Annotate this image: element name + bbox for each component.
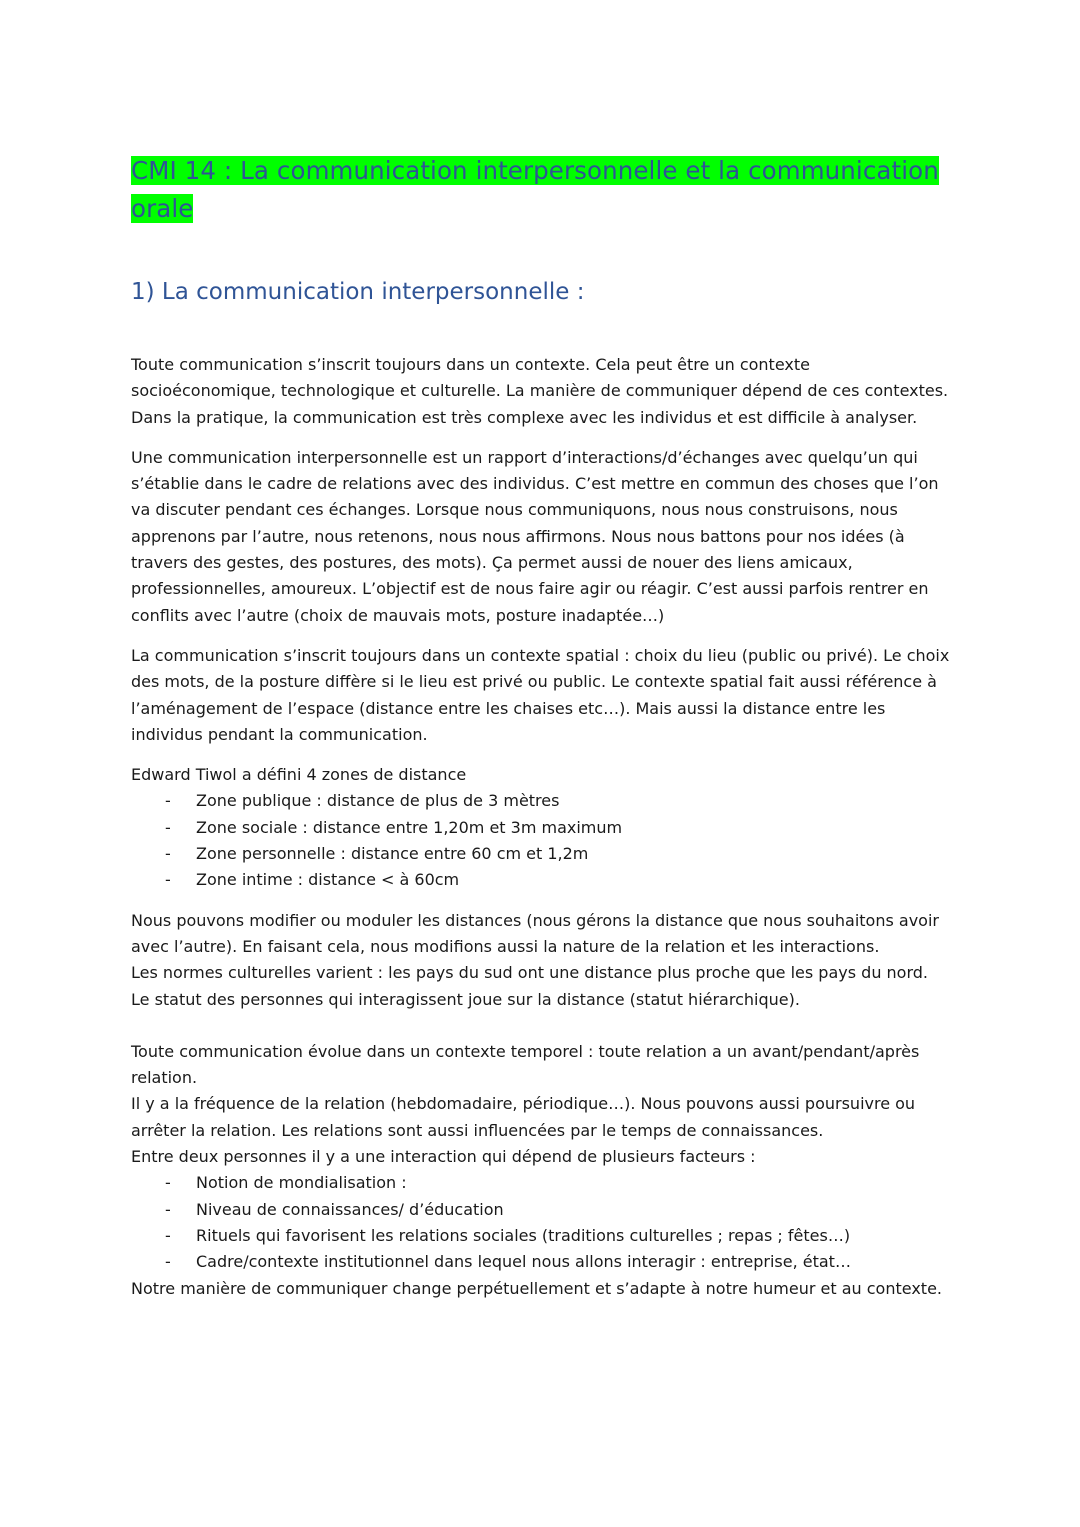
- distance-line: Les normes culturelles varient : les pays du sud ont une distance plus proche que les pays du nord.: [131, 963, 929, 983]
- bullet-dash: -: [165, 870, 171, 890]
- list-item: - Zone sociale : distance entre 1,20m et 3m maximum: [131, 815, 951, 841]
- bullet-dash: -: [165, 1199, 171, 1219]
- list-item: - Niveau de connaissances/ d’éducation: [131, 1197, 951, 1223]
- paragraph-definition: Une communication interpersonnelle est un rapport d’interactions/d’échanges avec quelqu’un qui s’établie dans le cadre de relations avec des individus. C’est mettre en commun des choses que l’on va discuter pendant ces échanges. Lorsque nous communiquons, nous nous construisons, nous apprenons par l’autre, nous retenons, nous nous affirmons. Nous nous battons pour nos idées (à travers des gestes, des postures, des mots). Ça permet aussi de nouer des liens amicaux, professionnelles, amoureux. L’objectif est de nous faire agir ou réagir. C’est aussi parfois rentrer en conflits avec l’autre (choix de mauvais mots, posture inadaptée…): [131, 447, 939, 625]
- document-page: [131, 152, 951, 1302]
- bullet-dash: -: [165, 791, 171, 811]
- title-highlight: CMI 14 : La communication interpersonnelle et la communication orale: [131, 156, 939, 223]
- paragraph-zones-intro: Edward Tiwol a défini 4 zones de distance: [131, 765, 467, 785]
- temporal-line: Entre deux personnes il y a une interaction qui dépend de plusieurs facteurs :: [131, 1147, 756, 1167]
- factors-list: [131, 1170, 951, 1275]
- list-item: - Zone publique : distance de plus de 3 mètres: [131, 788, 951, 814]
- document-title: [131, 152, 951, 228]
- bullet-dash: -: [165, 844, 171, 864]
- paragraph-temporal: [131, 1039, 951, 1170]
- distance-line: Nous pouvons modifier ou moduler les distances (nous gérons la distance que nous souhaitons avoir avec l’autre). En faisant cela, nous modifions aussi la nature de la relation et les interactions.: [131, 910, 939, 956]
- paragraph-spatial: La communication s’inscrit toujours dans un contexte spatial : choix du lieu (public ou privé). Le choix des mots, de la posture diffère si le lieu est privé ou public. Le contexte spatial fait aussi référence à l’aménagement de l’espace (distance entre les chaises etc…). Mais aussi la distance entre les individus pendant la communication.: [131, 645, 950, 744]
- distance-line: Le statut des personnes qui interagissent joue sur la distance (statut hiérarchique).: [131, 989, 800, 1009]
- list-item: - Zone personnelle : distance entre 60 cm et 1,2m: [131, 841, 951, 867]
- list-item: - Notion de mondialisation :: [131, 1170, 951, 1196]
- bullet-dash: -: [165, 817, 171, 837]
- paragraph-context: Toute communication s’inscrit toujours dans un contexte. Cela peut être un contexte socioéconomique, technologique et culturelle. La manière de communiquer dépend de ces contextes. Dans la pratique, la communication est très complexe avec les individus et est difficile à analyser.: [131, 355, 949, 427]
- list-item: - Rituels qui favorisent les relations sociales (traditions culturelles ; repas ; fêtes…): [131, 1223, 951, 1249]
- paragraph-distance: [131, 908, 951, 1013]
- temporal-line: Il y a la fréquence de la relation (hebdomadaire, périodique…). Nous pouvons aussi poursuivre ou arrêter la relation. Les relations sont aussi influencées par le temps de connaissances.: [131, 1094, 916, 1140]
- bullet-dash: -: [165, 1252, 171, 1272]
- closing-paragraph: Notre manière de communiquer change perpétuellement et s’adapte à notre humeur et au contexte.: [131, 1278, 942, 1298]
- bullet-dash: -: [165, 1173, 171, 1193]
- section-heading: 1) La communication interpersonnelle :: [131, 279, 585, 305]
- bullet-dash: -: [165, 1225, 171, 1245]
- list-item: - Zone intime : distance < à 60cm: [131, 867, 951, 893]
- list-item: - Cadre/contexte institutionnel dans lequel nous allons interagir : entreprise, état…: [131, 1249, 951, 1275]
- zones-list: [131, 788, 951, 893]
- temporal-line: Toute communication évolue dans un contexte temporel : toute relation a un avant/pendant/après relation.: [131, 1041, 920, 1088]
